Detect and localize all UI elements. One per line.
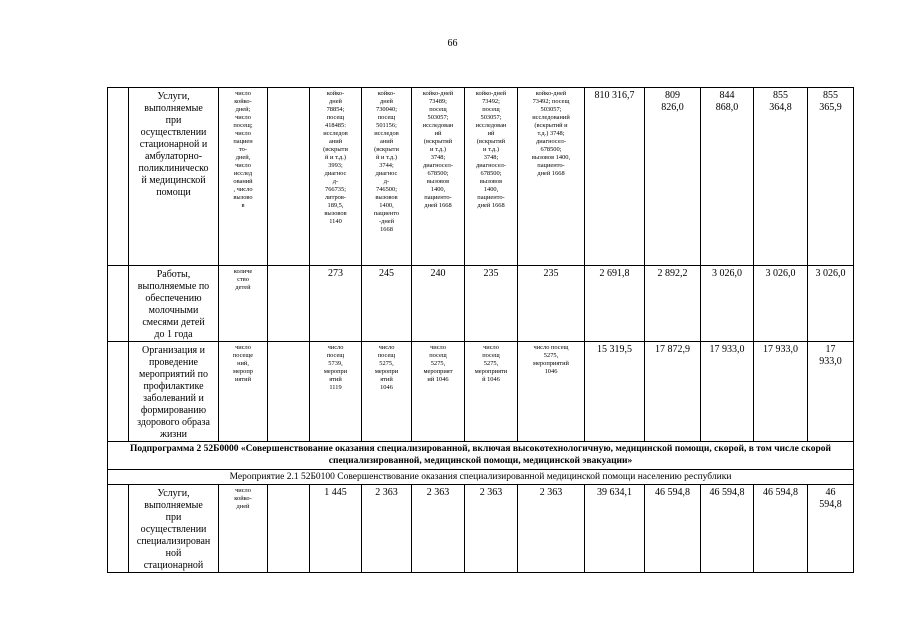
finance-cell: 810 316,7 xyxy=(585,88,645,266)
finance-cell: 46 594,8 xyxy=(808,485,854,573)
volume-cell: число посещ 5275, мероприятий 1046 xyxy=(518,342,585,442)
finance-cell: 39 634,1 xyxy=(585,485,645,573)
finance-cell: 17 872,9 xyxy=(645,342,701,442)
volume-cell: число посещ 5739, меропри ятий 1119 xyxy=(310,342,362,442)
volume-cell: 245 xyxy=(362,266,412,342)
unit-cell: число койко- дней xyxy=(219,485,268,573)
volume-cell: 2 363 xyxy=(518,485,585,573)
finance-cell: 15 319,5 xyxy=(585,342,645,442)
table-row xyxy=(108,342,854,442)
table-row xyxy=(108,88,854,266)
finance-cell: 17 933,0 xyxy=(754,342,808,442)
service-name-cell: Услуги, выполняемые при осуществлении стационарной и амбулаторно- поликлиническо й медицинской помощи xyxy=(129,88,219,266)
volume-cell: число посещ 5275, мероприяти й 1046 xyxy=(465,342,518,442)
row-index-cell xyxy=(108,266,129,342)
finance-cell: 855 365,9 xyxy=(808,88,854,266)
service-name-cell: Организация и проведение мероприятий по профилактике заболеваний и формированию здорового образа жизни xyxy=(129,342,219,442)
measure-row xyxy=(108,470,854,485)
finance-cell: 17 933,0 xyxy=(701,342,754,442)
finance-cell: 3 026,0 xyxy=(808,266,854,342)
service-name-cell: Услуги, выполняемые при осуществлении специализирован ной стационарной xyxy=(129,485,219,573)
volume-cell: 235 xyxy=(518,266,585,342)
volume-cell: 2 363 xyxy=(412,485,465,573)
volume-cell xyxy=(268,485,310,573)
subprogram-row xyxy=(108,442,854,470)
finance-cell: 809 826,0 xyxy=(645,88,701,266)
finance-cell: 3 026,0 xyxy=(754,266,808,342)
volume-cell: койко- дней 730040; посещ 501156; исследов аний (вскрыти й и т.д.) 3744; диагнос д- 746500; вызовов 1400, пациенто -дней 1668 xyxy=(362,88,412,266)
unit-cell: число посеще ний, меропр иятий xyxy=(219,342,268,442)
finance-cell: 3 026,0 xyxy=(701,266,754,342)
finance-cell: 855 364,8 xyxy=(754,88,808,266)
measure-title: Мероприятие 2.1 52Б0100 Совершенствование оказания специализированной медицинской помощи населению республики xyxy=(108,470,854,485)
table-row xyxy=(108,266,854,342)
row-index-cell xyxy=(108,88,129,266)
subprogram-title: Подпрограмма 2 52Б0000 «Совершенствование оказания специализированной, включая высокотехнологичную, медицинской помощи, скорой, в том числе скорой специализированной, медицинской помощи, медицинской эвакуации» xyxy=(108,442,854,470)
unit-cell: число койко- дней; число посещ; число пациен то- дней, число исслед ований , число вызово в xyxy=(219,88,268,266)
volume-cell xyxy=(268,342,310,442)
volume-cell: число посещ 5275, мероприят ий 1046 xyxy=(412,342,465,442)
finance-cell: 46 594,8 xyxy=(701,485,754,573)
volume-cell: 2 363 xyxy=(465,485,518,573)
service-name-cell: Работы, выполняемые по обеспечению молочными смесями детей до 1 года xyxy=(129,266,219,342)
finance-cell: 17 933,0 xyxy=(808,342,854,442)
volume-cell: койко- дней 78854; посещ 418485: исследов аний (вскрыти й и т.д.) 3993; диагнос д- 766735; литров- 189,5, вызовов 1140 xyxy=(310,88,362,266)
volume-cell: число посещ 5275, меропри ятий 1046 xyxy=(362,342,412,442)
volume-cell: 273 xyxy=(310,266,362,342)
volume-cell xyxy=(268,266,310,342)
volume-cell: койко-дней 73492; посещ 503057; исследован ий (вскрытий и т.д.) 3748; диагносел- 678500; вызовов 1400, пациенто- дней 1668 xyxy=(465,88,518,266)
finance-cell: 46 594,8 xyxy=(645,485,701,573)
row-index-cell xyxy=(108,485,129,573)
volume-cell xyxy=(268,88,310,266)
volume-cell: 1 445 xyxy=(310,485,362,573)
page-number: 66 xyxy=(447,38,458,49)
row-index-cell xyxy=(108,342,129,442)
volume-cell: койко-дней 73489; посещ 503057; исследован ий (вскрытий и т.д.) 3748; диагносел- 678500; вызовов 1400, пациенто- дней 1668 xyxy=(412,88,465,266)
volume-cell: 235 xyxy=(465,266,518,342)
finance-cell: 844 868,0 xyxy=(701,88,754,266)
volume-cell: койко-дней 73492; посещ 503057; исследований (вскрытий и т.д.) 3748; диагносел- 678500; вызовов 1400, пациенто- дней 1668 xyxy=(518,88,585,266)
finance-cell: 2 691,8 xyxy=(585,266,645,342)
volume-cell: 240 xyxy=(412,266,465,342)
budget-table xyxy=(107,87,854,573)
volume-cell: 2 363 xyxy=(362,485,412,573)
unit-cell: количе ство детей xyxy=(219,266,268,342)
finance-cell: 46 594,8 xyxy=(754,485,808,573)
finance-cell: 2 892,2 xyxy=(645,266,701,342)
table-row xyxy=(108,485,854,573)
